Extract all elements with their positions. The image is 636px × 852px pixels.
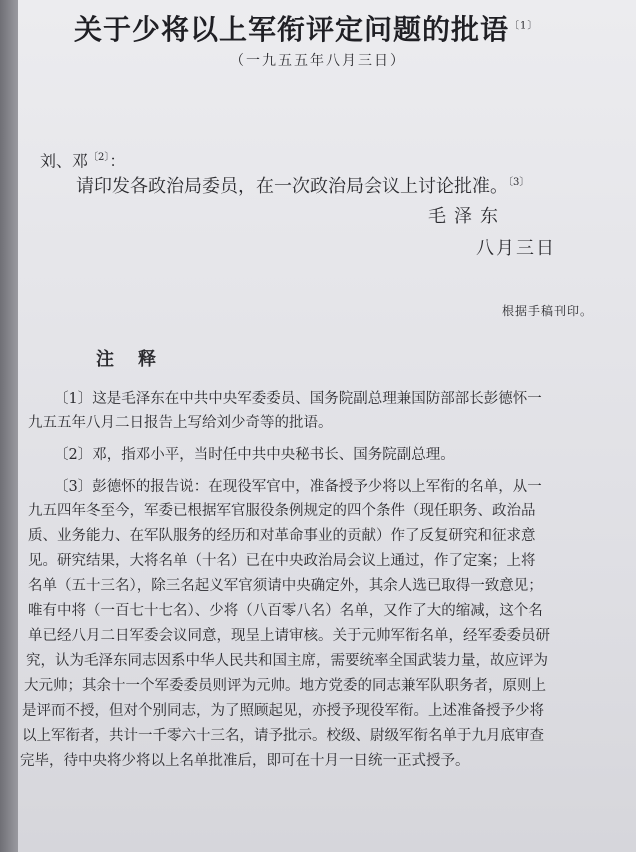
instruction-body xyxy=(76,172,529,198)
note-line: 是评而不授，但对个别同志，为了照顾起见，亦授予现役军衔。上述准备授予少将 xyxy=(22,703,544,719)
note-line: 以上军衔者，共计一千零六十三名，请予批示。校级、尉级军衔名单于九月底审查 xyxy=(22,728,544,744)
document-title xyxy=(74,8,538,48)
instruction-text: 请印发各政治局委员，在一次政治局会议上讨论批准。 xyxy=(76,176,508,197)
note-line: 〔2〕邓，指邓小平，当时任中共中央秘书长、国务院副总理。 xyxy=(54,447,455,463)
addressee-colon: ： xyxy=(109,151,126,171)
instruction-footnote-marker: 〔3〕 xyxy=(508,177,530,188)
signature-date: 八月三日 xyxy=(476,238,556,259)
addressee-line xyxy=(40,148,125,171)
note-line: 完毕，待中央将少将以上名单批准后，即可在十月一日统一正式授予。 xyxy=(20,753,470,769)
addressee-text: 刘、邓 xyxy=(40,151,89,171)
note-line: 唯有中将（一百七十七名）、少将（八百零八名）名单，又作了大的缩减，这个名 xyxy=(28,603,543,619)
note-line: 九五五年八月二日报告上写给刘少奇等的批语。 xyxy=(28,415,333,431)
addressee-footnote-marker: 〔2〕 xyxy=(88,152,110,163)
note-line: 单已经八月二日军委会议同意，现呈上请审核。关于元帅军衔名单，经军委委员研 xyxy=(28,628,550,644)
notes-heading: 注释 xyxy=(96,349,180,370)
note-line: 质、业务能力、在军队服务的经历和对革命事业的贡献）作了反复研究和征求意 xyxy=(28,528,536,544)
document-date: （一九五五年八月三日） xyxy=(230,53,406,69)
title-footnote-marker: 〔1〕 xyxy=(509,20,539,32)
title-text: 关于少将以上军衔评定问题的批语 xyxy=(74,13,510,46)
book-page xyxy=(18,0,636,852)
signature-name: 毛泽东 xyxy=(428,206,506,227)
note-line: 大元帅；其余十一个军委委员则评为元帅。地方党委的同志兼军队职务者，原则上 xyxy=(24,678,546,694)
note-line: 〔1〕这是毛泽东在中共中央军委委员、国务院副总理兼国防部部长彭德怀一 xyxy=(54,391,542,407)
note-line: 九五四年冬至今，军委已根据军官服役条例规定的四个条件（现任职务、政治品 xyxy=(28,503,536,519)
note-line: 见。研究结果，大将名单（十名）已在中央政治局会议上通过，作了定案；上将 xyxy=(28,553,536,569)
note-line: 〔3〕彭德怀的报告说：在现役军官中，准备授予少将以上军衔的名单，从一 xyxy=(54,479,542,495)
note-line: 究，认为毛泽东同志因系中华人民共和国主席，需要统率全国武装力量，故应评为 xyxy=(26,653,548,669)
note-line: 名单（五十三名），除三名起义军官须请中央确定外，其余人选已取得一致意见； xyxy=(28,578,543,594)
source-note: 根据手稿刊印。 xyxy=(502,304,594,318)
